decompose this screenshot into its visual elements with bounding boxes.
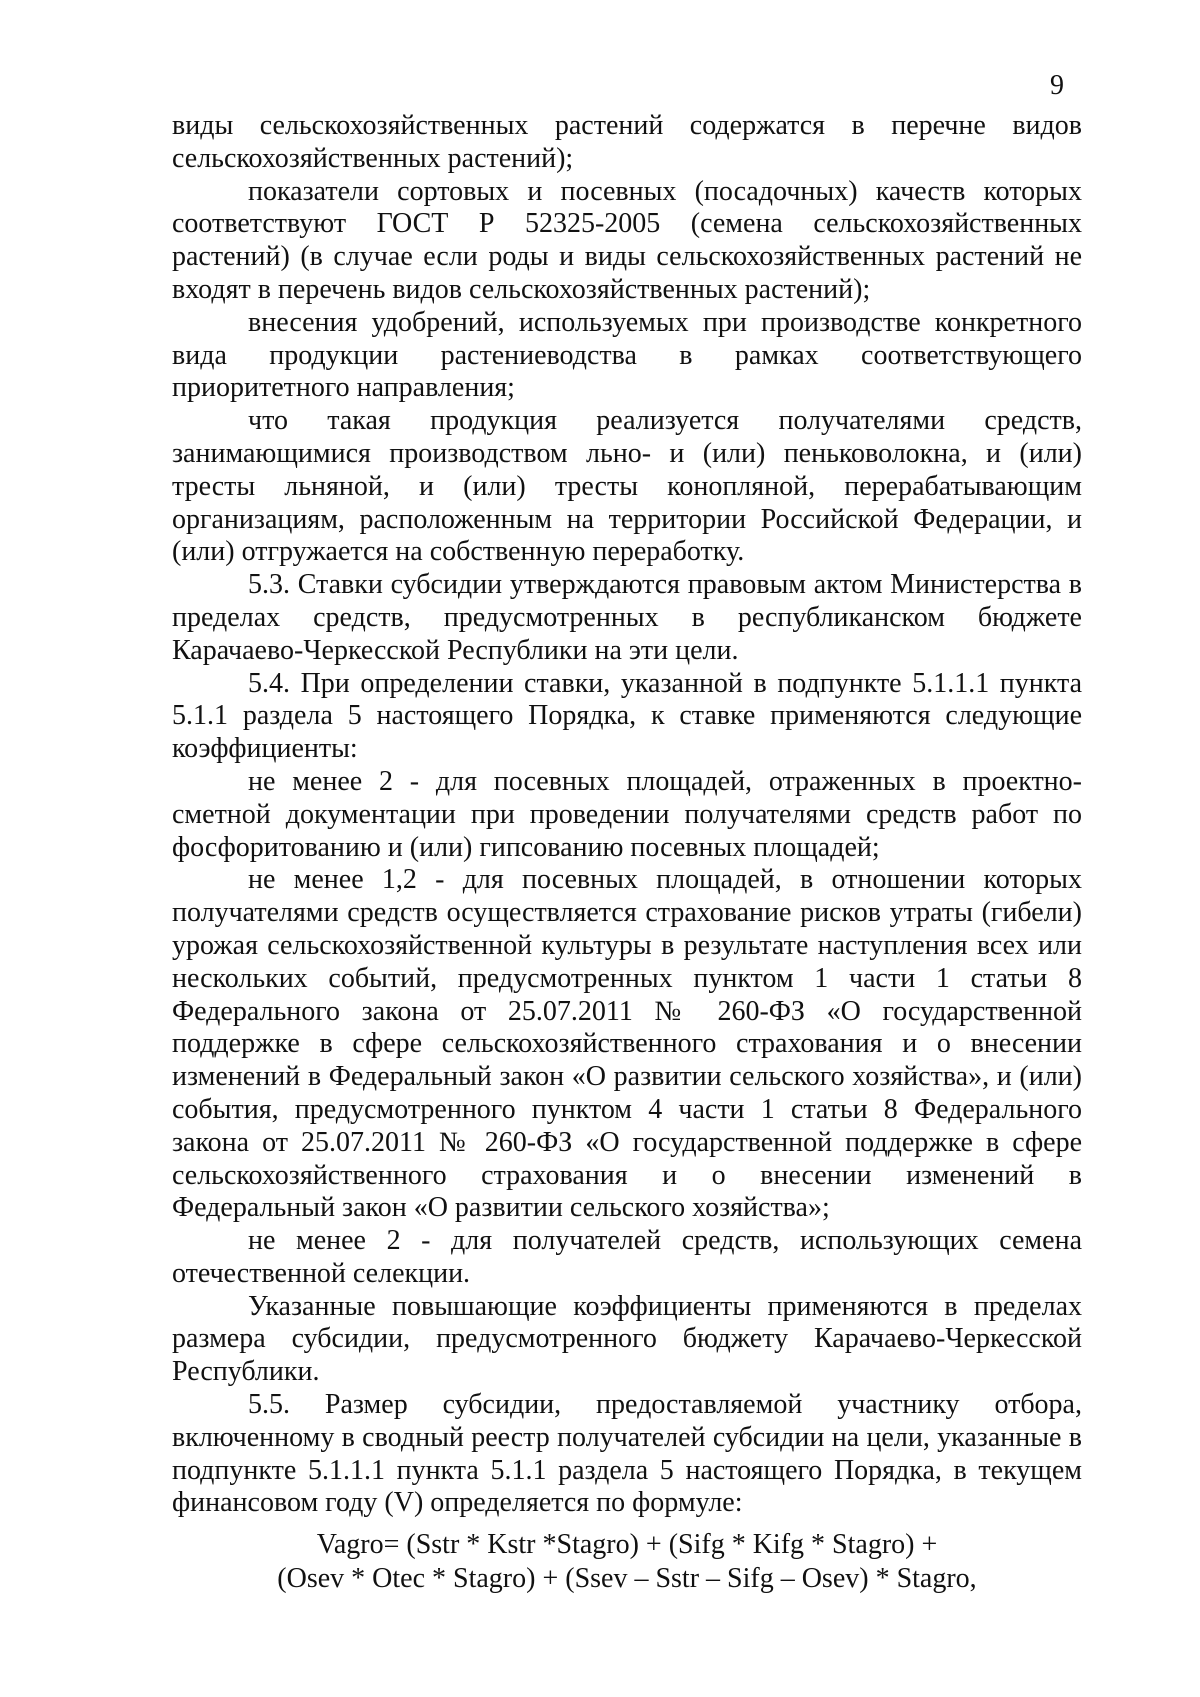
paragraph-coef-limits: Указанные повышающие коэффициенты применяются в пределах размера субсидии, предусмотренного бюджету Карачаево-Черкесской Республики. xyxy=(172,1290,1082,1388)
paragraph-5-5: 5.5. Размер субсидии, предоставляемой участнику отбора, включенному в сводный реестр получателей субсидии на цели, указанные в подпункте 5.1.1.1 пункта 5.1.1 раздела 5 настоящего Порядка, в текущем финансовом году (V) определяется по формуле: xyxy=(172,1389,1082,1519)
paragraph-fertilizers: внесения удобрений, используемых при производстве конкретного вида продукции растениеводства в рамках соответствующего приоритетного направления; xyxy=(172,306,1082,404)
formula-line-1: Vagro= (Sstr * Kstr *Stagro) + (Sifg * Kifg * Stagro) + xyxy=(316,1529,938,1560)
paragraph-product-sale: что такая продукция реализуется получателями средств, занимающимися производством льно- и (или) пеньковолокна, и (или) тресты льняной, и (или) тресты конопляной, перерабатывающим организациям, расположенным на территории Российской Федерации, и (или) отгружается на собственную переработку. xyxy=(172,405,1082,568)
paragraph-5-4: 5.4. При определении ставки, указанной в подпункте 5.1.1.1 пункта 5.1.1 раздела 5 настоящего Порядка, к ставке применяются следующие коэффициенты: xyxy=(172,667,1082,765)
document-body xyxy=(172,110,1082,1520)
paragraph-coef-insurance: не менее 1,2 - для посевных площадей, в отношении которых получателями средств осуществляется страхование рисков утраты (гибели) урожая сельскохозяйственной культуры в результате наступления всех или нескольких событий, предусмотренных пунктом 1 части 1 статьи 8 Федерального закона от 25.07.2011 № 260-ФЗ «О государственной поддержке в сфере сельскохозяйственного страхования и о внесении изменений в Федеральный закон «О развитии сельского хозяйства», и (или) события, предусмотренного пунктом 4 части 1 статьи 8 Федерального закона от 25.07.2011 № 260-ФЗ «О государственной поддержке в сфере сельскохозяйственного страхования и о внесении изменений в Федеральный закон «О развитии сельского хозяйства»; xyxy=(172,864,1082,1224)
paragraph-5-3: 5.3. Ставки субсидии утверждаются правовым актом Министерства в пределах средств, предусмотренных в республиканском бюджете Карачаево-Черкесской Республики на эти цели. xyxy=(172,569,1082,666)
formula-line-2: (Osev * Otec * Stagro) + (Ssev – Sstr – Sifg – Osev) * Stagro, xyxy=(277,1563,977,1594)
paragraph-coef-phosphorite: не менее 2 - для посевных площадей, отраженных в проектно-сметной документации при проведении получателями средств работ по фосфоритованию и (или) гипсованию посевных площадей; xyxy=(172,765,1082,863)
paragraph-continuation: виды сельскохозяйственных растений содержатся в перечне видов сельскохозяйственных растений); xyxy=(172,110,1082,174)
subsidy-formula xyxy=(172,1528,1082,1596)
page-number: 9 xyxy=(1050,70,1064,101)
paragraph-coef-domestic-seeds: не менее 2 - для получателей средств, использующих семена отечественной селекции. xyxy=(172,1225,1082,1289)
paragraph-seed-quality: показатели сортовых и посевных (посадочных) качеств которых соответствуют ГОСТ Р 52325-2005 (семена сельскохозяйственных растений) (в случае если роды и виды сельскохозяйственных растений не входят в перечень видов сельскохозяйственных растений); xyxy=(172,175,1082,305)
